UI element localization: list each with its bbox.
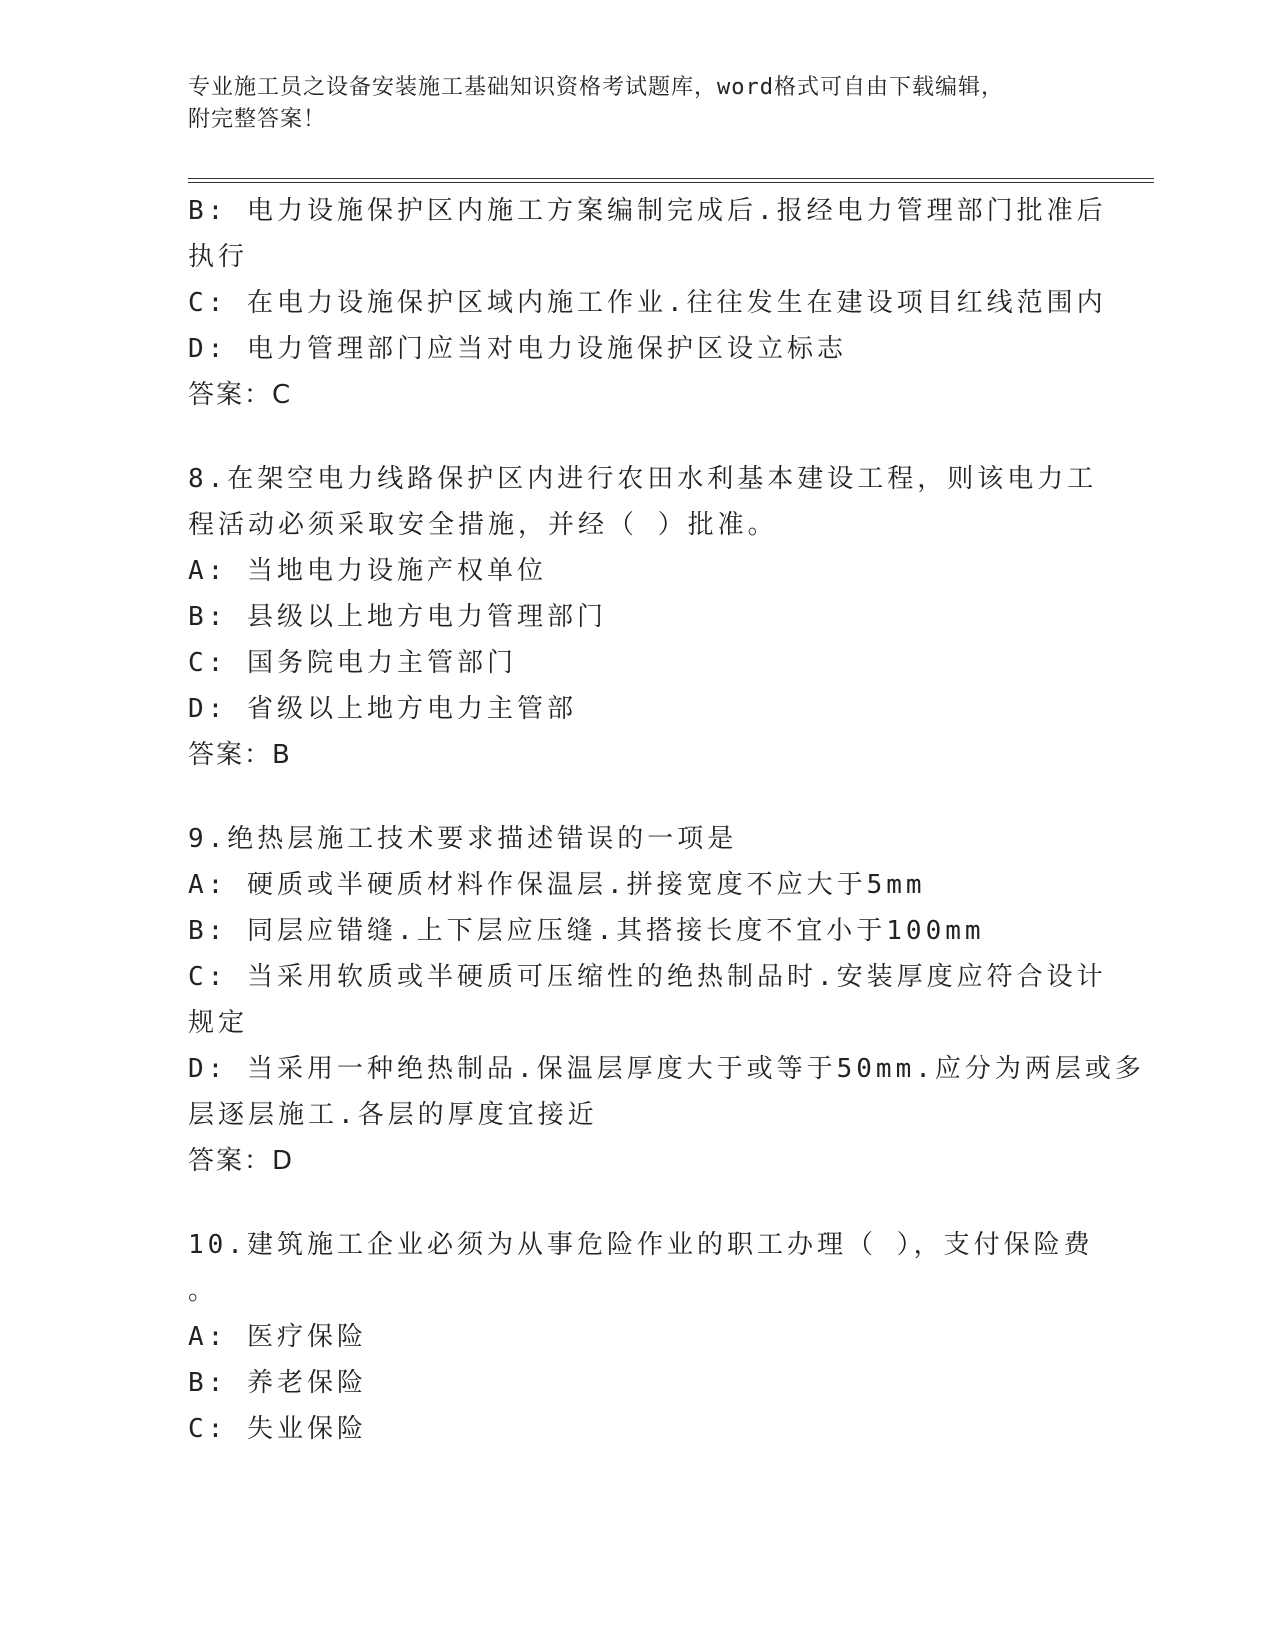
question-stem-cont: 。	[188, 1276, 219, 1306]
option-b-cont: 执行	[188, 242, 249, 272]
header-divider-bottom	[188, 182, 1154, 183]
answer: 答案：D	[188, 1146, 295, 1176]
question-block-10	[188, 1222, 1094, 1452]
document-header	[188, 72, 1068, 136]
question-stem-cont: 程活动必须采取安全措施，并经（ ）批准。	[188, 510, 778, 540]
answer: 答案：C	[188, 380, 293, 410]
option-b: B: 电力设施保护区内施工方案编制完成后.报经电力管理部门批准后	[188, 196, 1107, 226]
option-b: B: 县级以上地方电力管理部门	[188, 602, 607, 632]
option-c-cont: 规定	[188, 1008, 249, 1038]
option-d-cont: 层逐层施工.各层的厚度宜接近	[188, 1100, 598, 1130]
option-a: A: 医疗保险	[188, 1322, 367, 1352]
option-c: C: 国务院电力主管部门	[188, 648, 517, 678]
header-line-1: 专业施工员之设备安装施工基础知识资格考试题库，word格式可自由下载编辑，	[188, 75, 1004, 100]
option-c: C: 失业保险	[188, 1414, 367, 1444]
question-block-prev	[188, 188, 1107, 418]
option-d: D: 电力管理部门应当对电力设施保护区设立标志	[188, 334, 847, 364]
question-block-9	[188, 816, 1145, 1184]
option-c: C: 在电力设施保护区域内施工作业.往往发生在建设项目红线范围内	[188, 288, 1107, 318]
question-stem: 10.建筑施工企业必须为从事危险作业的职工办理（ ），支付保险费	[188, 1230, 1094, 1260]
option-d: D: 当采用一种绝热制品.保温层厚度大于或等于50mm.应分为两层或多	[188, 1054, 1145, 1084]
option-b: B: 同层应错缝.上下层应压缝.其搭接长度不宜小于100mm	[188, 916, 985, 946]
option-a: A: 当地电力设施产权单位	[188, 556, 547, 586]
header-divider-top	[188, 178, 1154, 179]
question-block-8	[188, 456, 1098, 778]
question-content	[188, 188, 1145, 1452]
option-c: C: 当采用软质或半硬质可压缩性的绝热制品时.安装厚度应符合设计	[188, 962, 1107, 992]
header-line-2: 附完整答案！	[188, 107, 327, 132]
option-b: B: 养老保险	[188, 1368, 367, 1398]
question-stem: 9.绝热层施工技术要求描述错误的一项是	[188, 824, 738, 854]
answer: 答案：B	[188, 740, 292, 770]
option-d: D: 省级以上地方电力主管部	[188, 694, 577, 724]
option-a: A: 硬质或半硬质材料作保温层.拼接宽度不应大于5mm	[188, 870, 926, 900]
question-stem: 8.在架空电力线路保护区内进行农田水利基本建设工程，则该电力工	[188, 464, 1098, 494]
